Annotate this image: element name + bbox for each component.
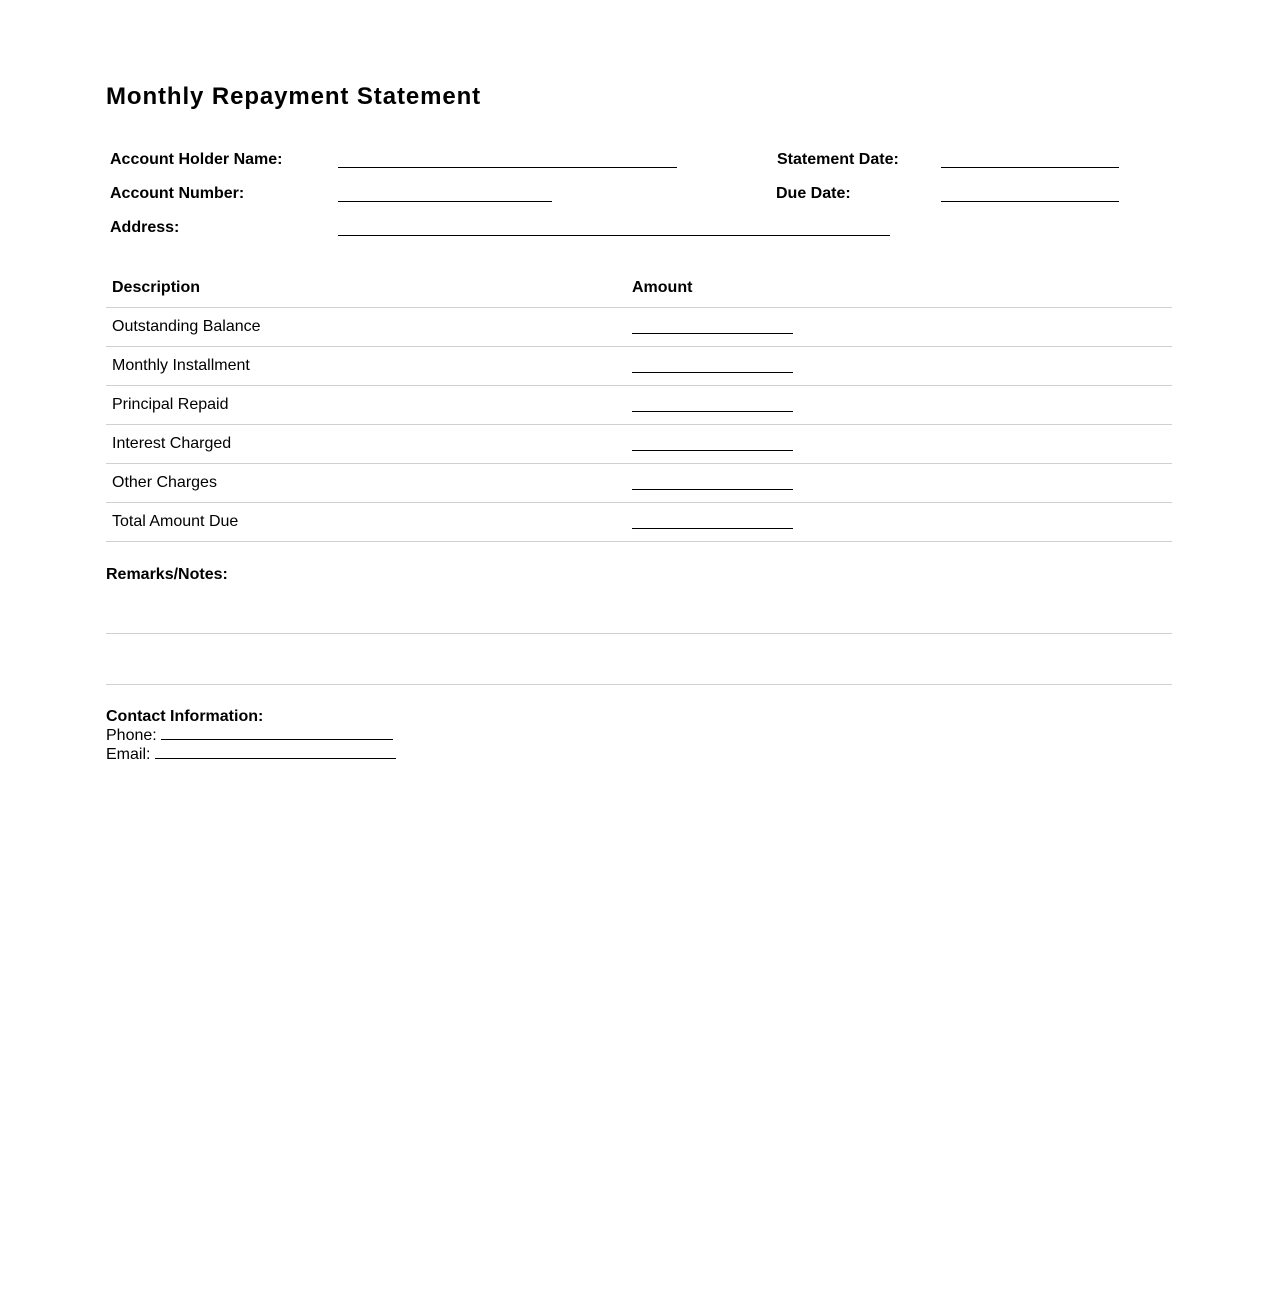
amount-field[interactable] xyxy=(632,514,793,529)
row-amount-cell xyxy=(626,386,1172,425)
email-label: Email: xyxy=(106,746,151,763)
phone-row xyxy=(106,726,396,745)
account-holder-name-field[interactable] xyxy=(338,167,677,168)
amount-field[interactable] xyxy=(632,319,793,334)
amount-field[interactable] xyxy=(632,475,793,490)
row-description: Interest Charged xyxy=(106,425,626,464)
page-title: Monthly Repayment Statement xyxy=(106,83,482,110)
statement-date-label: Statement Date: xyxy=(777,151,899,168)
table-header-row xyxy=(106,269,1172,308)
address-field[interactable] xyxy=(338,235,890,236)
due-date-field[interactable] xyxy=(941,201,1119,202)
amount-field[interactable] xyxy=(632,358,793,373)
account-number-label: Account Number: xyxy=(110,185,245,202)
row-description: Other Charges xyxy=(106,464,626,503)
due-date-label: Due Date: xyxy=(776,185,851,202)
remarks-line-2[interactable] xyxy=(106,684,1172,685)
table-row xyxy=(106,347,1172,386)
row-description: Monthly Installment xyxy=(106,347,626,386)
statement-date-field[interactable] xyxy=(941,167,1119,168)
contact-heading: Contact Information: xyxy=(106,708,264,725)
row-description: Principal Repaid xyxy=(106,386,626,425)
account-number-field[interactable] xyxy=(338,201,552,202)
table-row xyxy=(106,503,1172,542)
address-label: Address: xyxy=(110,219,180,236)
row-description: Total Amount Due xyxy=(106,503,626,542)
table-row xyxy=(106,386,1172,425)
row-amount-cell xyxy=(626,425,1172,464)
phone-field[interactable] xyxy=(161,726,393,740)
row-amount-cell xyxy=(626,503,1172,542)
remarks-label: Remarks/Notes: xyxy=(106,566,228,583)
repayment-table xyxy=(106,269,1172,542)
row-amount-cell xyxy=(626,347,1172,386)
row-amount-cell xyxy=(626,464,1172,503)
header-amount: Amount xyxy=(626,269,1172,308)
email-field[interactable] xyxy=(155,745,396,759)
amount-field[interactable] xyxy=(632,397,793,412)
header-description: Description xyxy=(106,269,626,308)
row-amount-cell xyxy=(626,308,1172,347)
account-holder-name-label: Account Holder Name: xyxy=(110,151,283,168)
remarks-line-1[interactable] xyxy=(106,633,1172,634)
contact-section xyxy=(106,708,396,764)
table-row xyxy=(106,464,1172,503)
table-row xyxy=(106,425,1172,464)
email-row xyxy=(106,745,396,764)
phone-label: Phone: xyxy=(106,727,157,744)
table-row xyxy=(106,308,1172,347)
amount-field[interactable] xyxy=(632,436,793,451)
row-description: Outstanding Balance xyxy=(106,308,626,347)
